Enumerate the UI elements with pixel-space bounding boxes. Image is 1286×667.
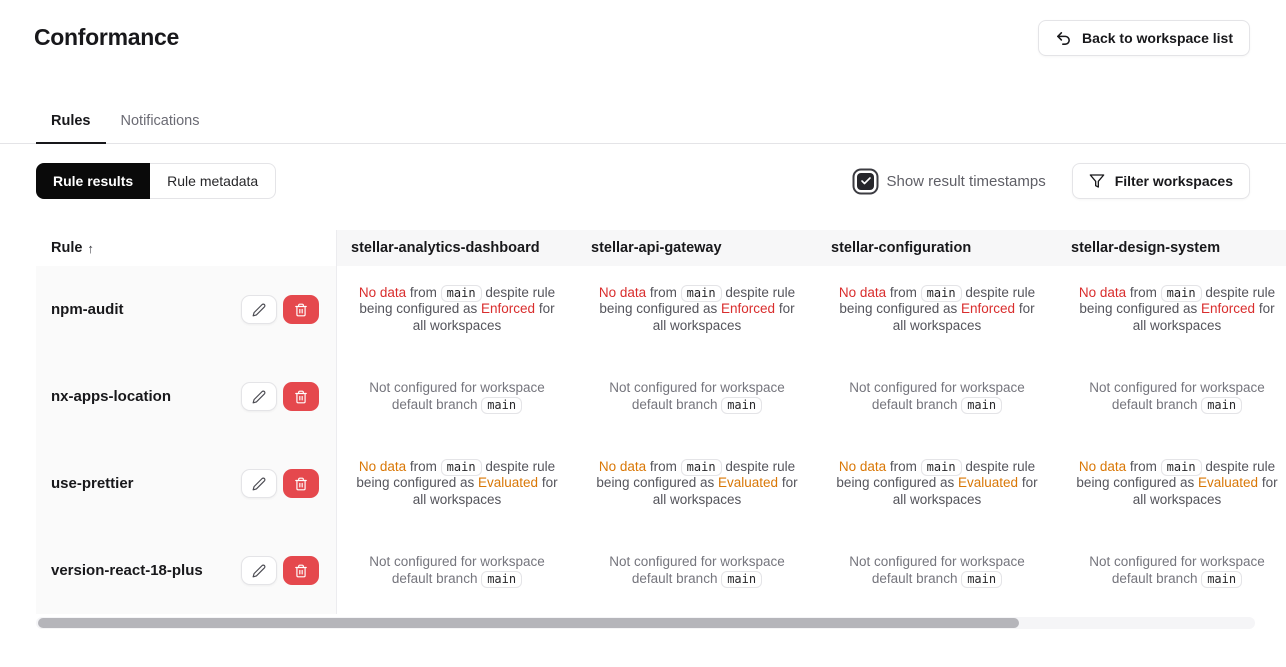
back-to-workspace-list-button[interactable]	[1038, 20, 1250, 56]
trash-icon	[294, 390, 308, 404]
workspace-column-header: stellar-configuration	[817, 230, 1057, 266]
edit-rule-button[interactable]	[241, 382, 277, 411]
rule-results-toggle[interactable]: Rule results	[36, 163, 150, 199]
rule-name: npm-audit	[51, 301, 124, 318]
branch-chip: main	[481, 397, 522, 414]
result-cell: No data from main despite rule being configured as Evaluated for all workspaces	[1057, 440, 1286, 527]
workspace-column-header: stellar-analytics-dashboard	[337, 230, 577, 266]
rule-row	[36, 440, 336, 527]
result-cell: Not configured for workspace default branch main	[577, 527, 817, 614]
view-toggle	[36, 163, 276, 199]
branch-chip: main	[721, 397, 762, 414]
tab-rules[interactable]: Rules	[36, 104, 106, 144]
rule-row-actions	[241, 382, 319, 411]
edit-rule-button[interactable]	[241, 556, 277, 585]
rule-header-label: Rule	[51, 240, 83, 256]
toolbar	[0, 163, 1286, 199]
workspace-column-header: stellar-api-gateway	[577, 230, 817, 266]
branch-chip: main	[1201, 571, 1242, 588]
trash-icon	[294, 303, 308, 317]
workspace-column	[1057, 230, 1286, 614]
delete-rule-button[interactable]	[283, 295, 319, 324]
branch-chip: main	[481, 571, 522, 588]
rule-name: use-prettier	[51, 475, 134, 492]
results-area	[337, 230, 1286, 614]
tab-bar	[0, 104, 1286, 144]
back-button-label: Back to workspace list	[1082, 30, 1233, 46]
branch-chip: main	[681, 285, 722, 302]
branch-chip: main	[681, 459, 722, 476]
show-timestamps-checkbox[interactable]	[857, 173, 874, 190]
rule-column-body	[36, 266, 336, 614]
rule-row	[36, 353, 336, 440]
workspace-column	[577, 230, 817, 614]
page-title: Conformance	[34, 24, 179, 50]
result-cell: Not configured for workspace default branch main	[337, 353, 577, 440]
pencil-icon	[252, 390, 266, 404]
rule-row	[36, 266, 336, 353]
result-cell: No data from main despite rule being configured as Evaluated for all workspaces	[337, 440, 577, 527]
checkmark-icon	[860, 175, 872, 187]
branch-chip: main	[1161, 459, 1202, 476]
result-cell: Not configured for workspace default branch main	[817, 353, 1057, 440]
pencil-icon	[252, 477, 266, 491]
pencil-icon	[252, 564, 266, 578]
workspace-column-header: stellar-design-system	[1057, 230, 1286, 266]
rule-row-actions	[241, 295, 319, 324]
delete-rule-button[interactable]	[283, 469, 319, 498]
sort-ascending-icon: ↑	[87, 240, 94, 256]
result-cell: No data from main despite rule being configured as Enforced for all workspaces	[1057, 266, 1286, 353]
edit-rule-button[interactable]	[241, 469, 277, 498]
undo-arrow-icon	[1055, 30, 1072, 47]
branch-chip: main	[721, 571, 762, 588]
result-cell: Not configured for workspace default branch main	[1057, 353, 1286, 440]
trash-icon	[294, 564, 308, 578]
pencil-icon	[252, 303, 266, 317]
toolbar-right	[852, 163, 1250, 199]
rule-column-header[interactable]	[36, 230, 336, 266]
edit-rule-button[interactable]	[241, 295, 277, 324]
rule-metadata-toggle[interactable]: Rule metadata	[150, 163, 276, 199]
branch-chip: main	[921, 285, 962, 302]
tab-notifications[interactable]: Notifications	[120, 113, 200, 129]
branch-chip: main	[441, 285, 482, 302]
branch-chip: main	[441, 459, 482, 476]
rule-column	[36, 230, 337, 614]
show-timestamps-control	[852, 173, 1045, 190]
result-cell: No data from main despite rule being configured as Enforced for all workspaces	[337, 266, 577, 353]
show-timestamps-label: Show result timestamps	[886, 172, 1046, 190]
branch-chip: main	[1201, 397, 1242, 414]
result-cell: Not configured for workspace default branch main	[577, 353, 817, 440]
result-cell: No data from main despite rule being configured as Evaluated for all workspaces	[817, 440, 1057, 527]
delete-rule-button[interactable]	[283, 382, 319, 411]
rule-name: nx-apps-location	[51, 388, 172, 405]
page-header	[0, 0, 1286, 56]
result-cell: Not configured for workspace default branch main	[1057, 527, 1286, 614]
branch-chip: main	[961, 571, 1002, 588]
branch-chip: main	[921, 459, 962, 476]
result-cell: No data from main despite rule being configured as Enforced for all workspaces	[817, 266, 1057, 353]
filter-button-label: Filter workspaces	[1114, 173, 1233, 189]
rule-row	[36, 527, 336, 614]
result-cell: No data from main despite rule being configured as Evaluated for all workspaces	[577, 440, 817, 527]
rule-row-actions	[241, 469, 319, 498]
result-cell: No data from main despite rule being configured as Enforced for all workspaces	[577, 266, 817, 353]
horizontal-scrollbar-thumb[interactable]	[38, 618, 1019, 628]
rule-name: version-react-18-plus	[51, 562, 203, 579]
branch-chip: main	[1161, 285, 1202, 302]
conformance-table	[36, 230, 1286, 614]
horizontal-scrollbar[interactable]	[36, 617, 1255, 629]
filter-workspaces-button[interactable]	[1072, 163, 1250, 199]
result-cell: Not configured for workspace default branch main	[817, 527, 1057, 614]
result-cell: Not configured for workspace default branch main	[337, 527, 577, 614]
branch-chip: main	[961, 397, 1002, 414]
trash-icon	[294, 477, 308, 491]
delete-rule-button[interactable]	[283, 556, 319, 585]
workspace-column	[817, 230, 1057, 614]
filter-funnel-icon	[1089, 173, 1105, 189]
rule-row-actions	[241, 556, 319, 585]
workspace-column	[337, 230, 577, 614]
